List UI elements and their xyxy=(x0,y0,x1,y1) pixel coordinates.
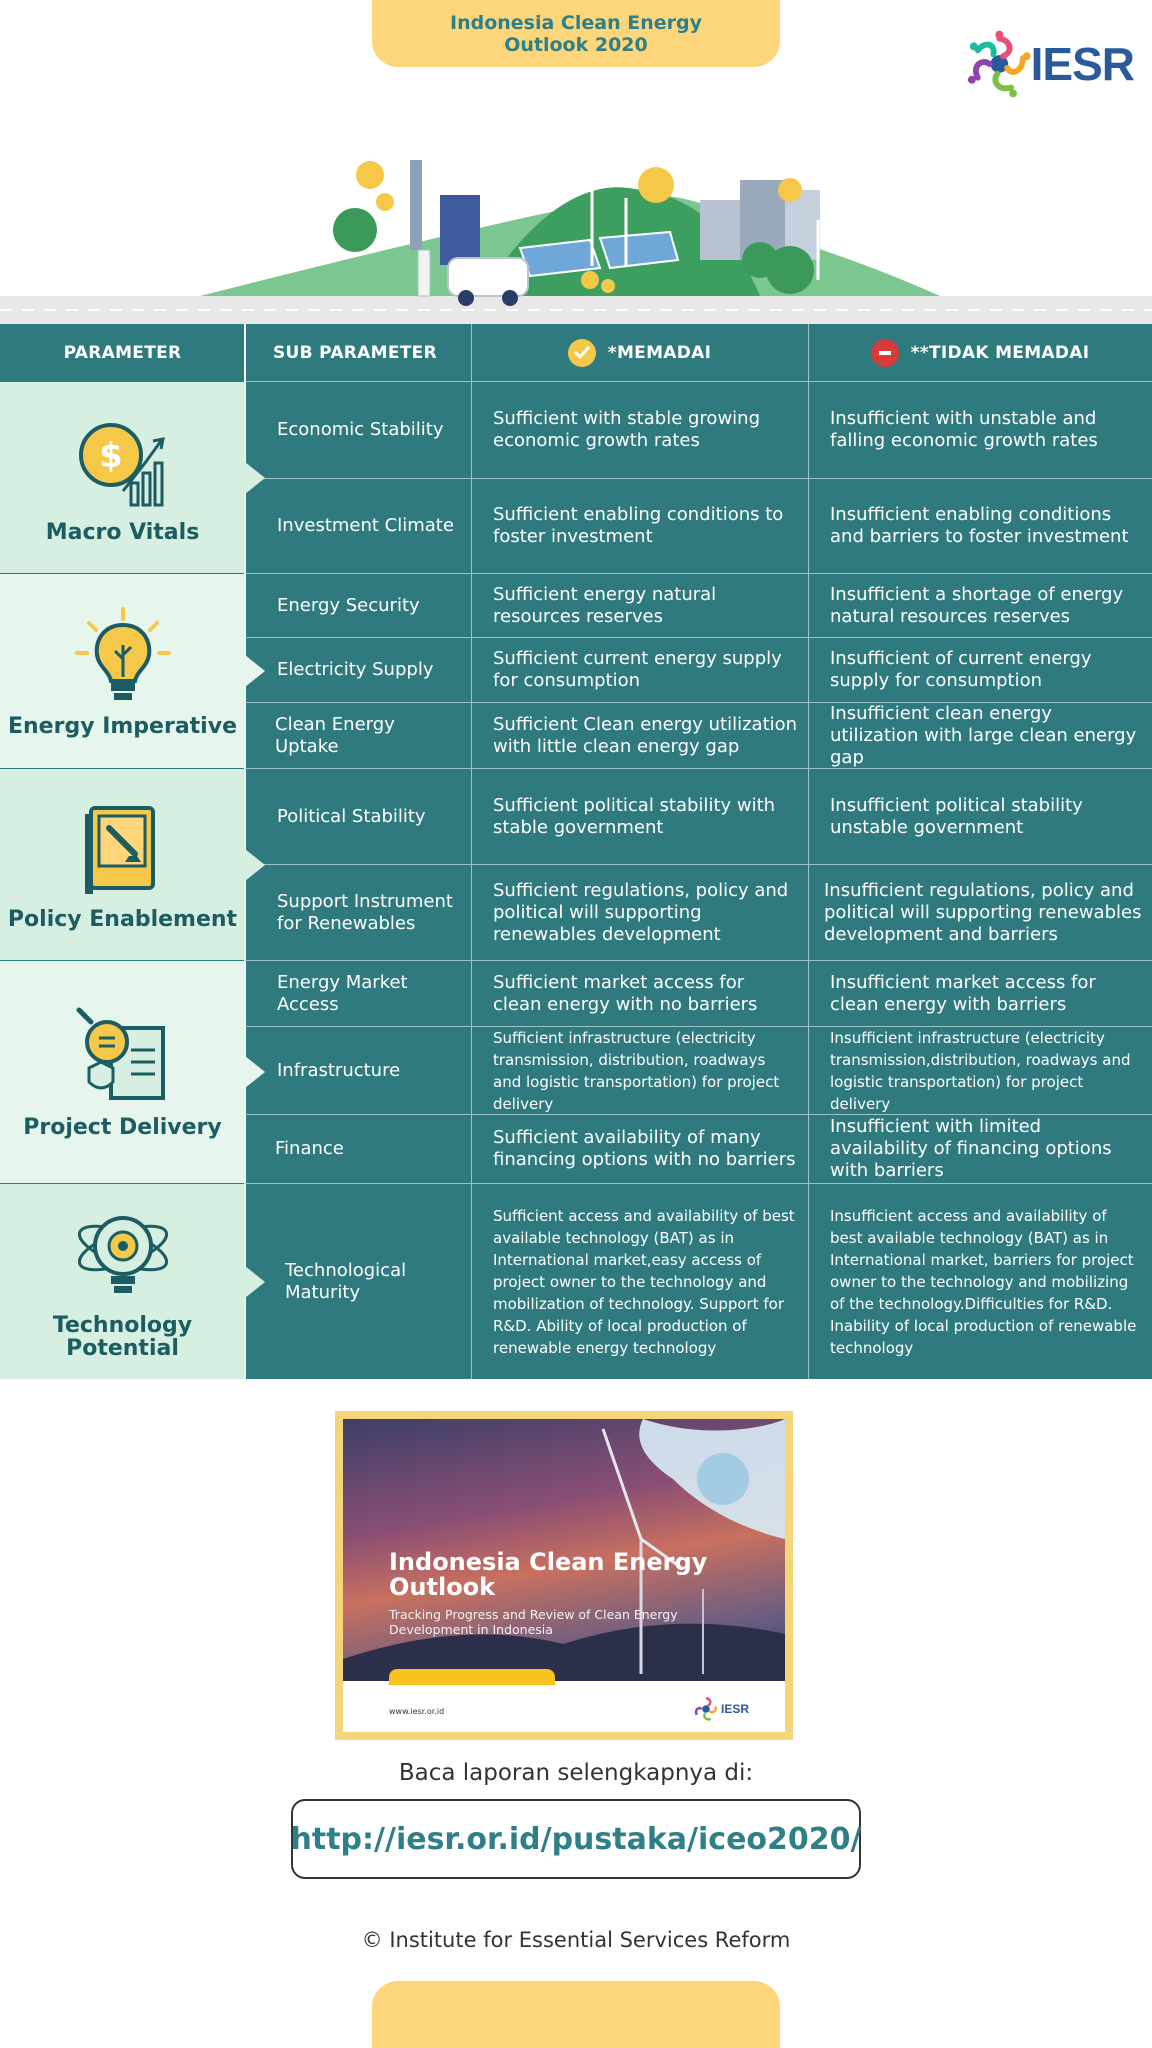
table-row-adequate: Sufficient with stable growing economic growth rates xyxy=(493,408,760,451)
document-magnifier-icon xyxy=(71,1006,175,1110)
header-adequate xyxy=(471,324,808,381)
param-name: Technology Potential xyxy=(52,1312,193,1361)
param-energy-imperative xyxy=(0,574,245,768)
cover-logo xyxy=(691,1689,761,1729)
no-entry-icon xyxy=(871,339,899,367)
table-row-inadequate: Insufficient of current energy supply for consumption xyxy=(830,648,1092,691)
table-row-inadequate: Insufficient a shortage of energy natural resources reserves xyxy=(830,583,1124,627)
check-icon xyxy=(568,339,596,367)
logo-text: IESR xyxy=(1030,38,1134,90)
param-name: Macro Vitals xyxy=(45,520,200,545)
table-row-sub: Electricity Supply xyxy=(277,659,434,680)
table-row-inadequate: Insufficient political stability unstable government xyxy=(830,794,1083,838)
table-row-inadequate: Insufficient enabling conditions and barriers to foster investment xyxy=(830,504,1129,547)
title-line-1: Indonesia Clean Energy xyxy=(450,11,702,34)
table-row-adequate: Sufficient infrastructure (electricity transmission, distribution, roadways and logistic transportation) for project delivery xyxy=(493,1028,780,1113)
table-row-sub: Support Instrument for Renewables xyxy=(277,890,453,934)
report-link[interactable]: http://iesr.or.id/pustaka/iceo2020/ xyxy=(291,1799,861,1879)
law-gavel-book-icon xyxy=(71,798,175,902)
param-name: Energy Imperative xyxy=(7,713,237,739)
table-row-adequate: Sufficient regulations, policy and political will supporting renewables development xyxy=(493,879,789,945)
table-row-sub: Finance xyxy=(275,1138,344,1159)
clean-energy-city-illustration xyxy=(0,120,1152,325)
table-row-adequate: Sufficient access and availability of best available technology (BAT) as in International market,easy access of project owner to the technology and mobilization of technology. Support for R&D. Ability of local production of renewable energy technology xyxy=(493,1206,795,1357)
report-cover-inner xyxy=(343,1419,785,1732)
dollar-growth-chart-icon xyxy=(71,411,175,515)
cover-url: www.iesr.or.id xyxy=(389,1707,445,1716)
table-row-adequate: Sufficient availability of many financing options with no barriers xyxy=(493,1127,796,1170)
read-more-text: Baca laporan selengkapnya di: xyxy=(398,1760,754,1786)
table-row-adequate: Sufficient enabling conditions to foster investment xyxy=(493,504,784,547)
param-name: Policy Enablement xyxy=(7,907,238,932)
table-row-sub: Economic Stability xyxy=(277,419,444,440)
table-row-adequate: Sufficient current energy supply for consumption xyxy=(493,648,782,691)
param-project-delivery xyxy=(0,961,245,1183)
table-row-inadequate: Insufficient with limited availability of financing options with barriers xyxy=(830,1116,1112,1181)
iesr-logo xyxy=(964,24,1134,104)
table-row-sub: Political Stability xyxy=(277,805,426,827)
header-adequate-label: *MEMADAI xyxy=(607,342,712,363)
gear-bulb-atom-icon xyxy=(71,1204,175,1308)
table-row-sub: Clean Energy Uptake xyxy=(275,713,395,757)
title-banner xyxy=(372,0,780,67)
table-row-inadequate: Insufficient clean energy utilization with large clean energy gap xyxy=(830,702,1137,768)
table-row-inadequate: Insufficient infrastructure (electricity transmission,distribution, roadways and logistic transportation) for project delivery xyxy=(830,1028,1131,1113)
title-line-2: Outlook 2020 xyxy=(504,33,648,56)
table-row-inadequate: Insufficient with unstable and falling economic growth rates xyxy=(830,408,1098,451)
table-row-inadequate: Insufficient access and availability of best available technology (BAT) as in International market, barriers for project owner to the technology and mobilizing of the technology.Difficulties for R&D. Inability of local production of renewable technology xyxy=(830,1206,1137,1357)
cover-accent-bar xyxy=(389,1669,555,1685)
header-parameter: PARAMETER xyxy=(63,342,182,363)
param-name: Project Delivery xyxy=(23,1114,222,1140)
table-row-sub: Infrastructure xyxy=(277,1059,401,1081)
cover-title: Indonesia Clean Energy Outlook xyxy=(389,1548,708,1601)
assessment-table xyxy=(0,324,1152,1379)
report-cover[interactable] xyxy=(335,1411,793,1740)
table-row-adequate: Sufficient energy natural resources reserves xyxy=(493,583,717,627)
header-inadequate-label: **TIDAK MEMADAI xyxy=(910,342,1090,363)
table-row-sub: Energy Security xyxy=(277,594,420,616)
param-macro-vitals xyxy=(0,382,245,573)
header-inadequate xyxy=(808,324,1152,381)
svg-text:$: $ xyxy=(98,436,123,476)
table-row-sub: Technological Maturity xyxy=(285,1259,407,1303)
cover-logo-text: IESR xyxy=(721,1702,750,1716)
table-row-adequate: Sufficient political stability with stable government xyxy=(493,794,776,838)
table-row-sub: Energy Market Access xyxy=(277,971,408,1015)
table-row-inadequate: Insufficient market access for clean energy with barriers xyxy=(830,971,1096,1015)
bottom-banner xyxy=(372,1981,780,2048)
lightbulb-leaf-icon xyxy=(71,605,175,709)
param-policy-enablement xyxy=(0,769,245,960)
param-technology-potential xyxy=(0,1184,245,1379)
table-row-sub: Investment Climate xyxy=(277,515,454,536)
cover-subtitle: Tracking Progress and Review of Clean Energy Development in Indonesia xyxy=(389,1607,678,1637)
copyright: © Institute for Essential Services Reform xyxy=(361,1928,791,1952)
table-row-adequate: Sufficient Clean energy utilization with little clean energy gap xyxy=(493,713,798,757)
iesr-swirl-logo-icon xyxy=(691,1694,721,1724)
header-sub-parameter: SUB PARAMETER xyxy=(273,342,437,363)
iesr-swirl-logo-icon xyxy=(964,28,1035,100)
table-row-adequate: Sufficient market access for clean energy with no barriers xyxy=(493,971,758,1015)
table-row-inadequate: Insufficient regulations, policy and political will supporting renewables development and barriers xyxy=(824,879,1142,945)
